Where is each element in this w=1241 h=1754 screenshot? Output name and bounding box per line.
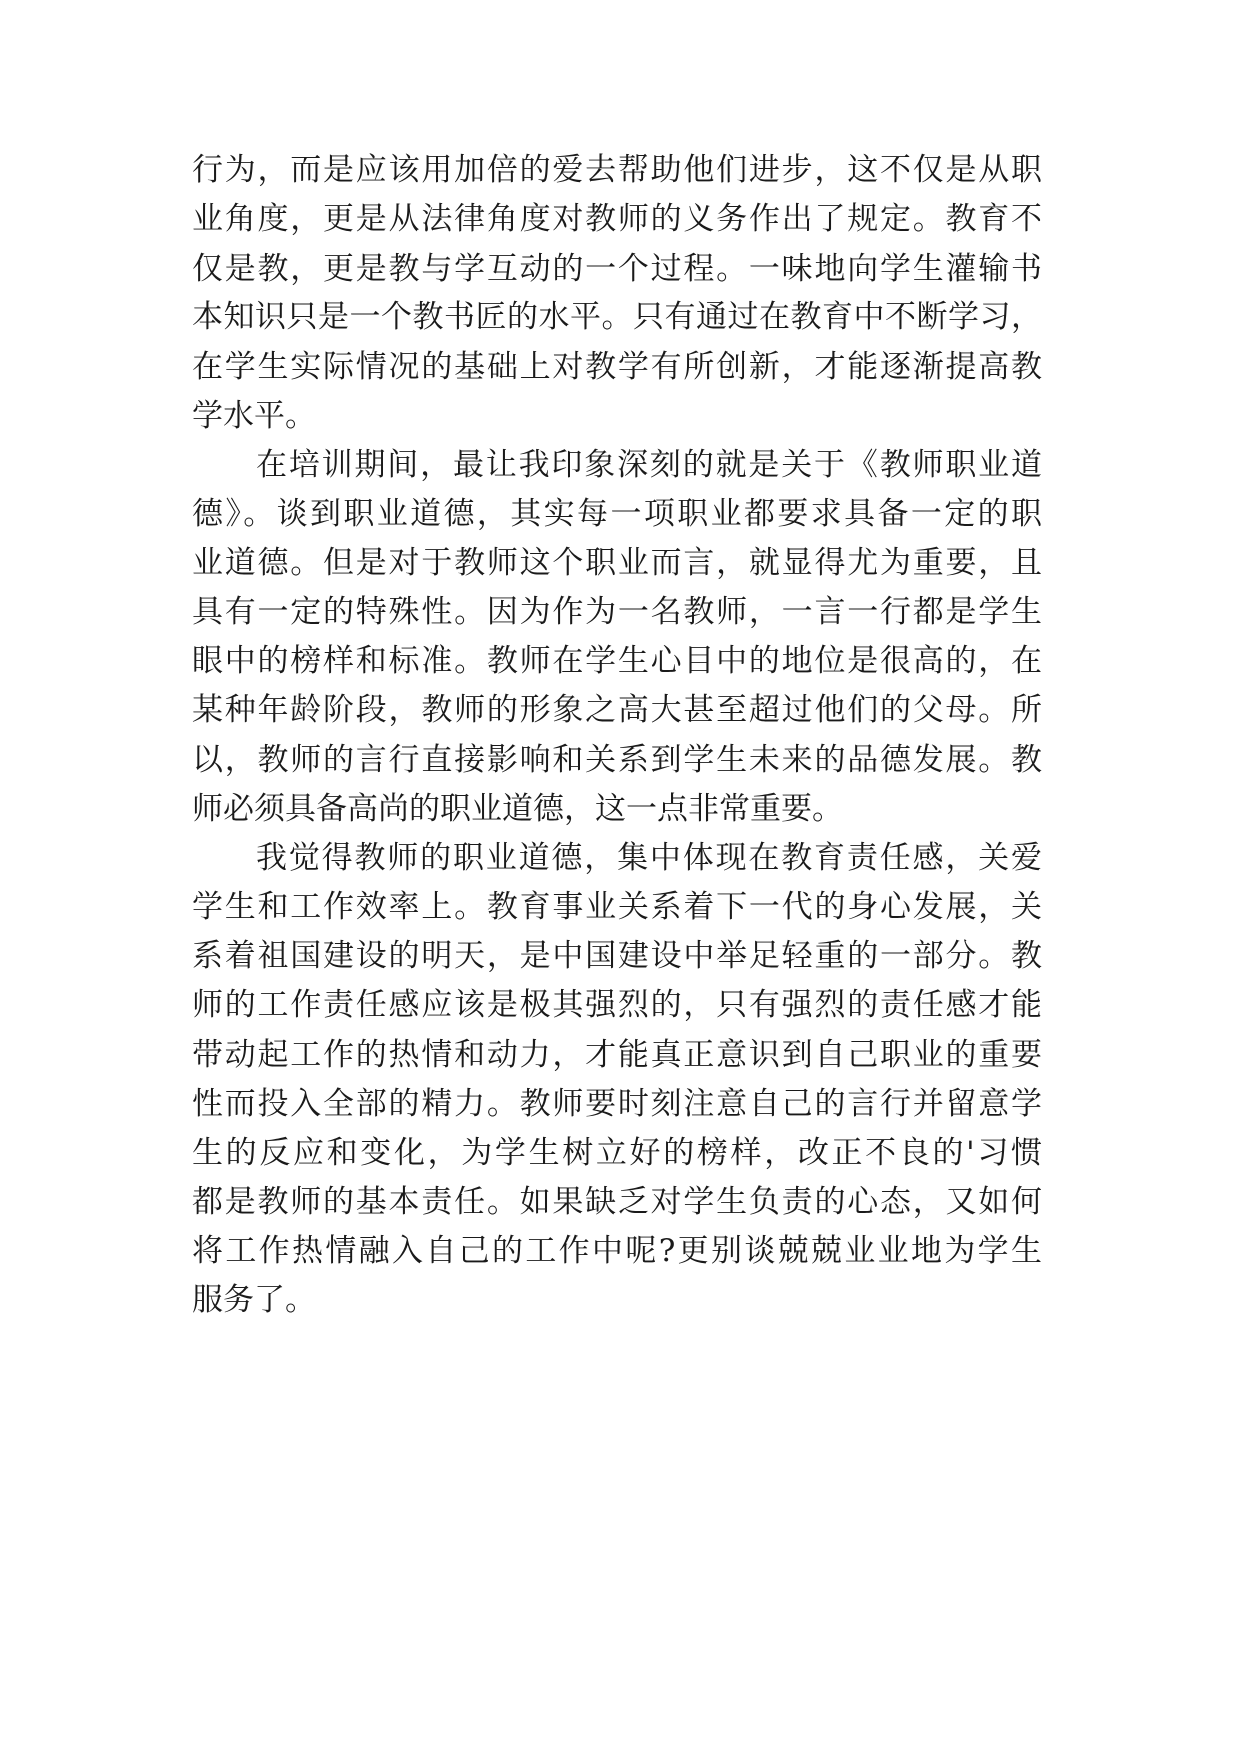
text-line: 德》。谈到职业道德，其实每一项职业都要求具备一定的职 <box>192 496 1042 532</box>
text-line: 将工作热情融入自己的工作中呢?更别谈兢兢业业地为学生 <box>192 1233 1042 1269</box>
text-line: 系着祖国建设的明天，是中国建设中举足轻重的一部分。教 <box>192 938 1042 974</box>
text-line: 学水平。 <box>192 398 316 434</box>
text-line: 以，教师的言行直接影响和关系到学生未来的品德发展。教 <box>192 742 1042 778</box>
text-line: 生的反应和变化，为学生树立好的榜样，改正不良的'习惯 <box>192 1135 1042 1171</box>
text-line: 某种年龄阶段，教师的形象之高大甚至超过他们的父母。所 <box>192 692 1042 728</box>
text-line: 在学生实际情况的基础上对教学有所创新，才能逐渐提高教 <box>192 349 1042 385</box>
text-line: 仅是教，更是教与学互动的一个过程。一味地向学生灌输书 <box>192 251 1042 287</box>
paragraph-first-line: 在培训期间，最让我印象深刻的就是关于《教师职业道 <box>256 447 1042 483</box>
text-line: 业角度，更是从法律角度对教师的义务作出了规定。教育不 <box>192 201 1042 237</box>
text-line: 具有一定的特殊性。因为作为一名教师，一言一行都是学生 <box>192 594 1042 630</box>
text-line: 业道德。但是对于教师这个职业而言，就显得尤为重要，且 <box>192 545 1042 581</box>
text-line: 都是教师的基本责任。如果缺乏对学生负责的心态，又如何 <box>192 1184 1042 1220</box>
text-line: 性而投入全部的精力。教师要时刻注意自己的言行并留意学 <box>192 1086 1042 1122</box>
paragraph-first-line: 我觉得教师的职业道德，集中体现在教育责任感，关爱 <box>256 840 1042 876</box>
text-line: 师的工作责任感应该是极其强烈的，只有强烈的责任感才能 <box>192 987 1042 1023</box>
text-line: 学生和工作效率上。教育事业关系着下一代的身心发展，关 <box>192 889 1042 925</box>
text-line: 本知识只是一个教书匠的水平。只有通过在教育中不断学习， <box>192 299 1042 335</box>
text-line: 行为，而是应该用加倍的爱去帮助他们进步，这不仅是从职 <box>192 152 1042 188</box>
text-line: 师必须具备高尚的职业道德，这一点非常重要。 <box>192 791 843 827</box>
text-line: 服务了。 <box>192 1282 316 1318</box>
text-line: 带动起工作的热情和动力，才能真正意识到自己职业的重要 <box>192 1037 1042 1073</box>
text-line: 眼中的榜样和标准。教师在学生心目中的地位是很高的，在 <box>192 643 1042 679</box>
